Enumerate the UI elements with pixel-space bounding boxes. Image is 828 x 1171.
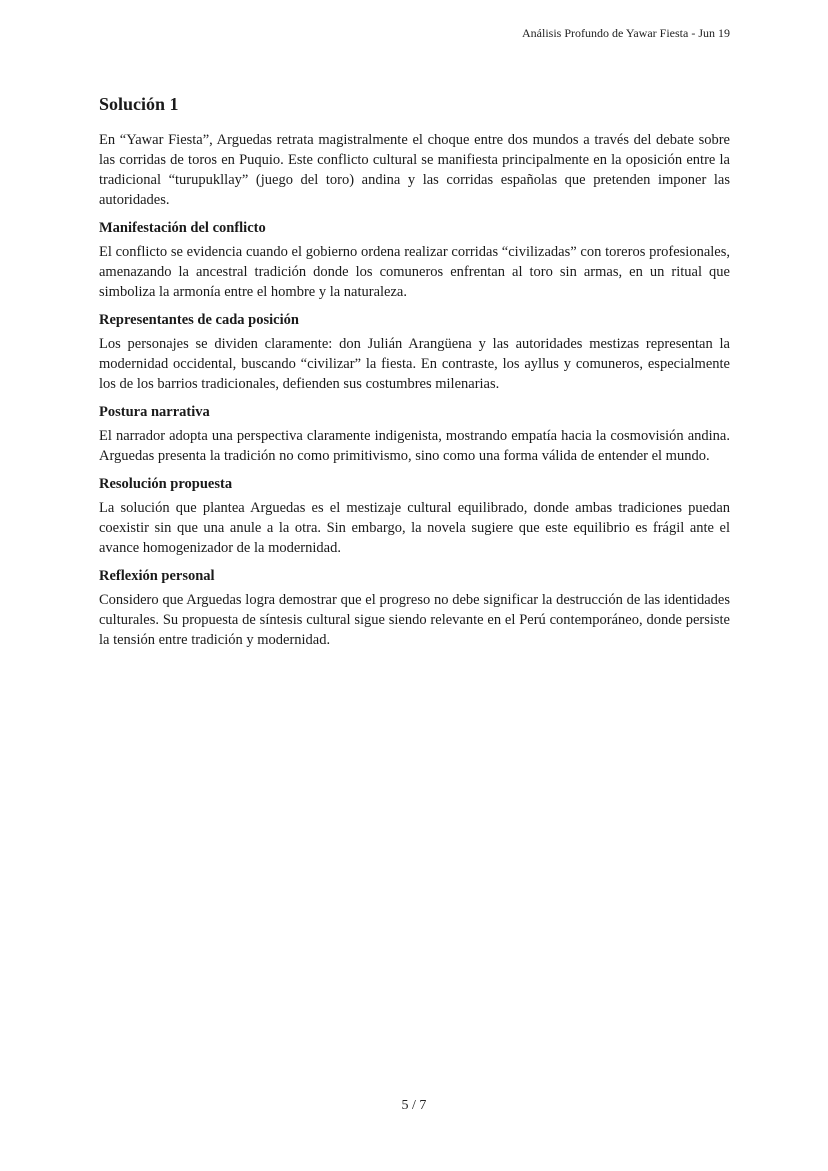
document-body	[99, 92, 730, 650]
running-header: Análisis Profundo de Yawar Fiesta - Jun 19	[522, 26, 730, 40]
section-heading-representatives: Representantes de cada posición	[99, 312, 299, 328]
section-heading-conflict: Manifestación del conflicto	[99, 220, 266, 236]
section-heading-reflection: Reflexión personal	[99, 568, 215, 584]
page-title: Solución 1	[99, 94, 179, 114]
section-body-representatives: Los personajes se dividen claramente: don Julián Arangüena y las autoridades mestizas representan la modernidad occidental, buscando “civilizar” la fiesta. En contraste, los ayllus y comuneros, especialmente los de los barrios tradicionales, defienden sus costumbres milenarias.	[99, 336, 730, 392]
section-body-conflict: El conflicto se evidencia cuando el gobierno ordena realizar corridas “civilizadas” con toreros profesionales, amenazando la ancestral tradición donde los comuneros enfrentan al toro sin armas, en un ritual que simboliza la armonía entre el hombre y la naturaleza.	[99, 244, 730, 300]
section-heading-narrative-stance: Postura narrativa	[99, 404, 210, 420]
section-body-narrative-stance: El narrador adopta una perspectiva claramente indigenista, mostrando empatía hacia la cosmovisión andina. Arguedas presenta la tradición no como primitivismo, sino como una forma válida de entender el mundo.	[99, 428, 730, 464]
page-number: 5 / 7	[401, 1098, 427, 1113]
section-heading-resolution: Resolución propuesta	[99, 476, 233, 492]
section-body-reflection: Considero que Arguedas logra demostrar que el progreso no debe significar la destrucción de las identidades culturales. Su propuesta de síntesis cultural sigue siendo relevante en el Perú contemporáneo, donde persiste la tensión entre tradición y modernidad.	[99, 592, 730, 648]
intro-paragraph: En “Yawar Fiesta”, Arguedas retrata magistralmente el choque entre dos mundos a través del debate sobre las corridas de toros en Puquio. Este conflicto cultural se manifiesta principalmente en la oposición entre la tradicional “turupukllay” (juego del toro) andina y las corridas españolas que pretenden imponer las autoridades.	[99, 132, 730, 208]
section-body-resolution: La solución que plantea Arguedas es el mestizaje cultural equilibrado, donde ambas tradiciones puedan coexistir sin que una anule a la otra. Sin embargo, la novela sugiere que este equilibrio es frágil ante el avance homogenizador de la modernidad.	[99, 500, 730, 556]
